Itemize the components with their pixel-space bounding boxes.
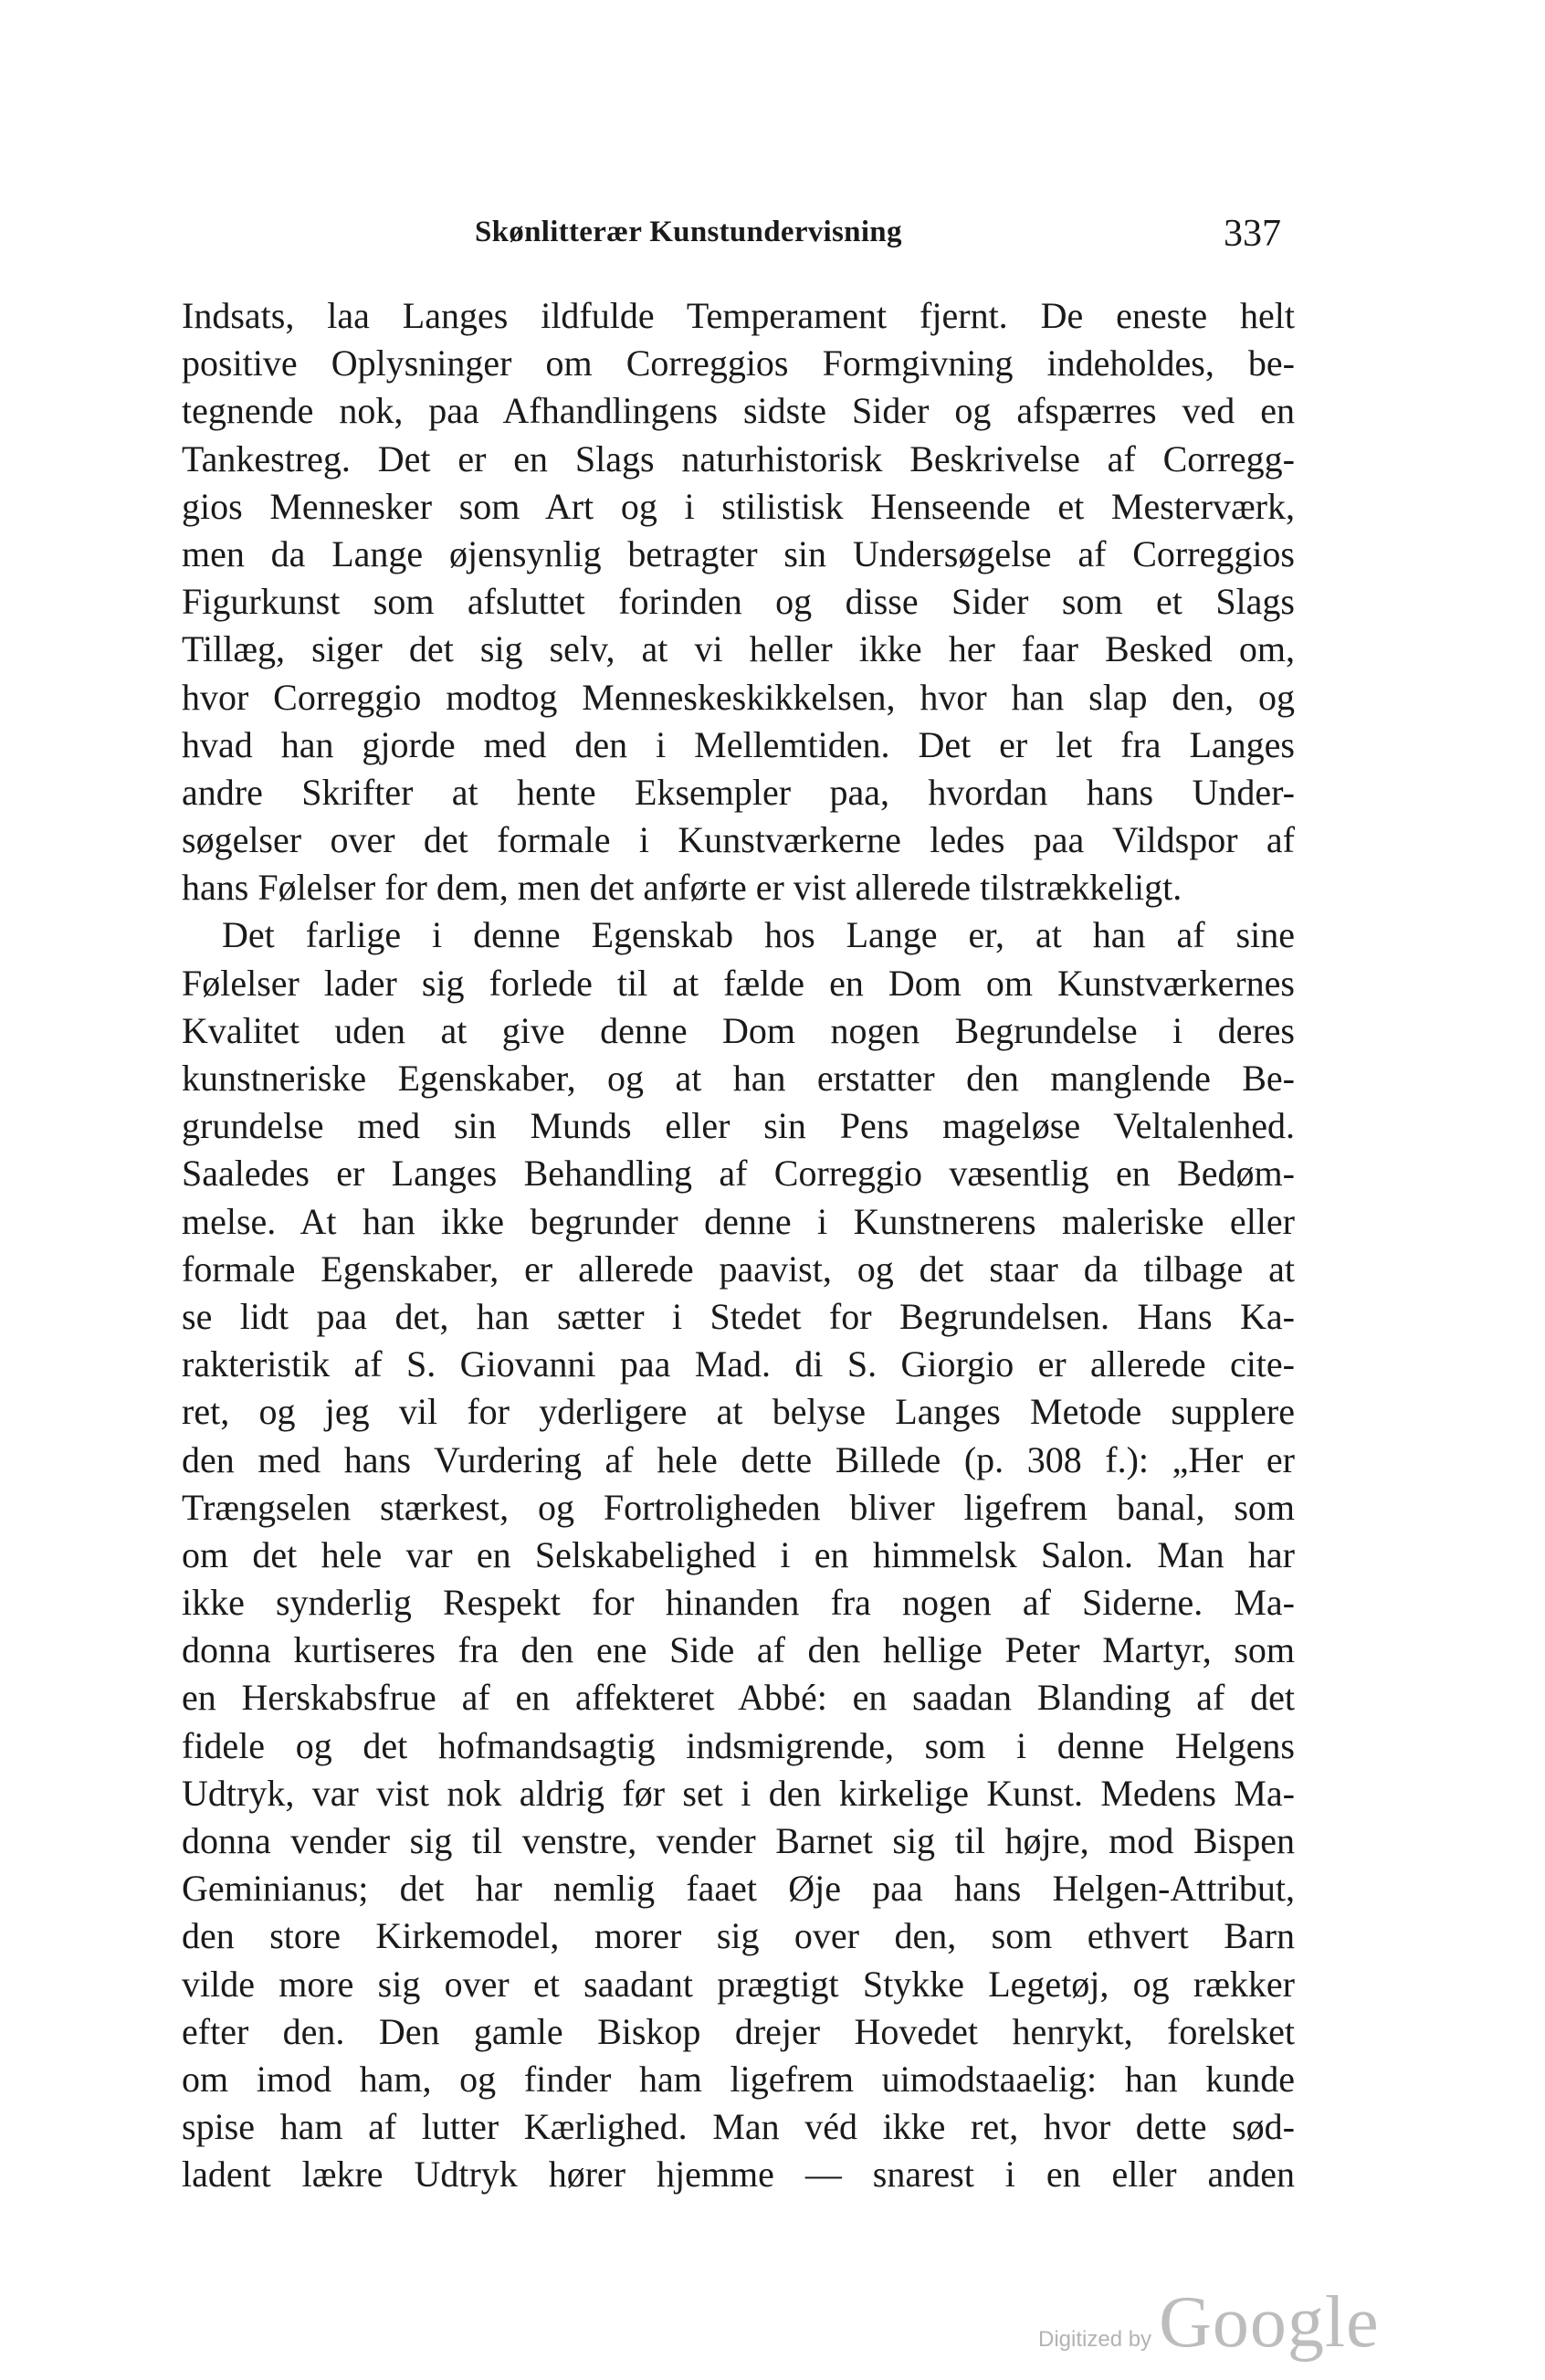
text-line: tegnende nok, paa Afhandlingens sidste Sider og afspærres ved en [182,390,1295,432]
text-line: vilde more sig over et saadant prægtigt Stykke Legetøj, og rækker [182,1963,1295,2005]
text-line: en Herskabsfrue af en affekteret Abbé: en saadan Blanding af det [182,1677,1295,1719]
text-line: ret, og jeg vil for yderligere at belyse Langes Metode supplere [182,1391,1295,1433]
text-line: melse. At han ikke begrunder denne i Kunstnerens maleriske eller [182,1200,1295,1242]
text-line: spise ham af lutter Kærlighed. Man véd ikke ret, hvor dette sød- [182,2106,1295,2148]
text-line: grundelse med sin Munds eller sin Pens mageløse Veltalenhed. [182,1105,1295,1147]
text-line: Tillæg, siger det sig selv, at vi heller ikke her faar Besked om, [182,628,1295,670]
text-line: ladent lækre Udtryk hører hjemme — snarest i en eller anden [182,2154,1295,2196]
text-line: hans Følelser for dem, men det anførte er vist allerede tilstrækkeligt. [182,867,1182,909]
text-line: men da Lange øjensynlig betragter sin Undersøgelse af Correggios [182,532,1295,574]
text-line: formale Egenskaber, er allerede paavist, og det staar da tilbage at [182,1248,1295,1290]
text-line: Geminianus; det har nemlig faaet Øje paa hans Helgen-Attribut, [182,1868,1295,1910]
text-line: om det hele var en Selskabelighed i en himmelsk Salon. Man har [182,1533,1295,1575]
text-line: efter den. Den gamle Biskop drejer Hovedet henrykt, forelsket [182,2010,1295,2052]
text-line: kunstneriske Egenskaber, og at han erstatter den manglende Be- [182,1058,1295,1099]
text-line: ikke synderlig Respekt for hinanden fra nogen af Siderne. Ma- [182,1582,1295,1624]
text-line: positive Oplysninger om Correggios Formgivning indeholdes, be- [182,342,1295,384]
text-line: Tankestreg. Det er en Slags naturhistorisk Beskrivelse af Corregg- [182,437,1295,479]
text-line: Indsats, laa Langes ildfulde Temperament fjernt. De eneste helt [182,295,1295,336]
text-line: fidele og det hofmandsagtig indsmigrende, som i denne Helgens [182,1724,1295,1766]
watermark-digitized-by: Digitized by [1038,2327,1152,2352]
text-line: søgelser over det formale i Kunstværkerne ledes paa Vildspor af [182,819,1295,861]
google-digitized-watermark [1038,2281,1380,2364]
text-line: den med hans Vurdering af hele dette Billede (p. 308 f.): „Her er [182,1438,1295,1480]
text-line: den store Kirkemodel, morer sig over den, som ethvert Barn [182,1915,1295,1957]
text-line: gios Mennesker som Art og i stilistisk Henseende et Mesterværk, [182,485,1295,527]
text-line: hvad han gjorde med den i Mellemtiden. Det er let fra Langes [182,723,1295,765]
body-text [182,292,1295,2199]
text-line: Kvalitet uden at give denne Dom nogen Begrundelse i deres [182,1009,1295,1051]
text-line: Det farlige i denne Egenskab hos Lange er, at han af sine [222,914,1295,956]
page-number: 337 [1224,213,1281,255]
text-line: Figurkunst som afsluttet forinden og disse Sider som et Slags [182,581,1295,623]
text-line: hvor Correggio modtog Menneskeskikkelsen, hvor han slap den, og [182,676,1295,718]
text-line: Udtryk, var vist nok aldrig før set i den kirkelige Kunst. Medens Ma- [182,1772,1295,1814]
text-line: donna vender sig til venstre, vender Barnet sig til højre, mod Bispen [182,1820,1295,1861]
text-line: Trængselen stærkest, og Fortroligheden bliver ligefrem banal, som [182,1486,1295,1528]
text-line: Følelser lader sig forlede til at fælde en Dom om Kunstværkernes [182,962,1295,1004]
google-logo-text: Google [1159,2282,1380,2363]
text-line: rakteristik af S. Giovanni paa Mad. di S. Giorgio er allerede cite- [182,1343,1295,1385]
text-line: se lidt paa det, han sætter i Stedet for Begrundelsen. Hans Ka- [182,1295,1295,1337]
running-head: Skønlitterær Kunstundervisning [475,216,902,248]
text-line: Saaledes er Langes Behandling af Correggio væsentlig en Bedøm- [182,1153,1295,1195]
text-line: donna kurtiseres fra den ene Side af den hellige Peter Martyr, som [182,1629,1295,1671]
text-line: om imod ham, og finder ham ligefrem uimodstaaelig: han kunde [182,2058,1295,2100]
text-line: andre Skrifter at hente Eksempler paa, hvordan hans Under- [182,771,1295,813]
